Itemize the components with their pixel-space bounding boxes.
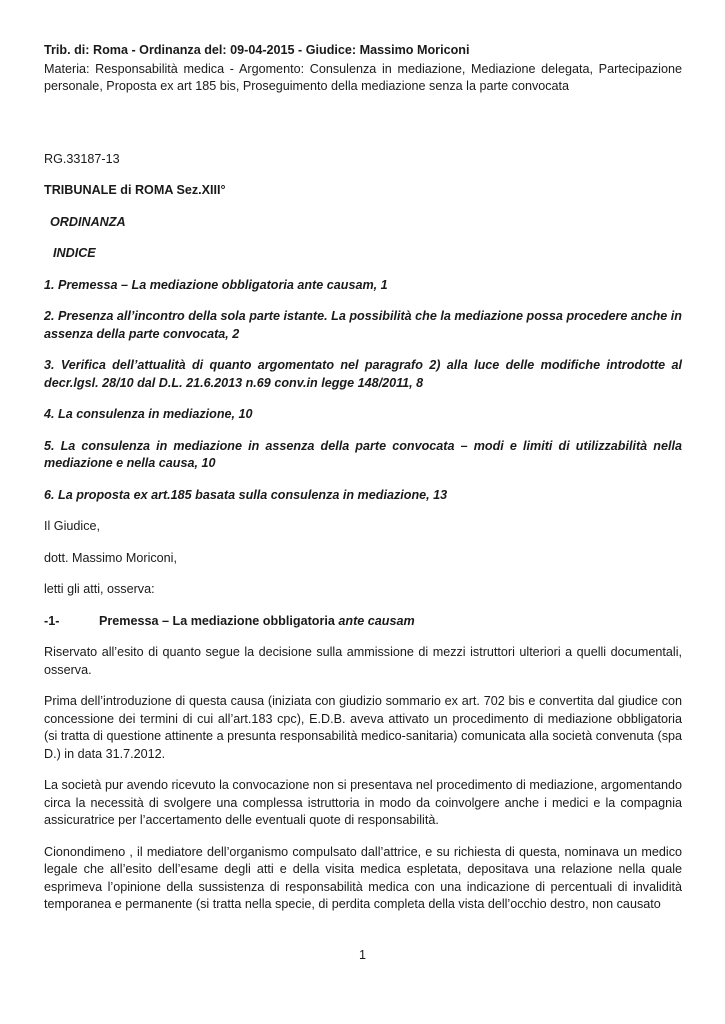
- intro-observes: letti gli atti, osserva:: [44, 582, 155, 596]
- index-item: 1. Premessa – La mediazione obbligatoria ante causam, 1: [44, 277, 388, 292]
- case-number: RG.33187-13: [44, 151, 120, 166]
- section-title-main: Premessa – La mediazione obbligatoria: [99, 613, 339, 628]
- document-page: [44, 42, 682, 914]
- document-type: ORDINANZA: [50, 214, 126, 229]
- body-paragraph: Riservato all’esito di quanto segue la decisione sulla ammissione di mezzi istruttori ulteriori a quelli documentali, osserva.: [44, 645, 682, 677]
- intro-judge: Il Giudice,: [44, 519, 100, 533]
- document-header-subject: Materia: Responsabilità medica - Argomento: Consulenza in mediazione, Mediazione delegata, Partecipazione personale, Proposta ex art 185 bis, Proseguimento della mediazione senza la parte convocata: [44, 61, 682, 93]
- body-paragraph: La società pur avendo ricevuto la convocazione non si presentava nel procedimento di mediazione, argomentando circa la necessità di svolgere una complessa istruttoria in modo da coinvolgere anche i medici e la compagnia assicuratrice per l’accertamento delle eventuali quote di responsabilità.: [44, 778, 682, 827]
- body-paragraph: Prima dell’introduzione di questa causa (iniziata con giudizio sommario ex art. 702 bis e convertita dal giudice con concessione dei termini di cui all’art.183 cpc), E.D.B. aveva attivato un procedimento di mediazione obbligatoria (si tratta di questione attinente a presunta responsabilità medico-sanitaria) comunicata alla società convenuta (spa D.) in data 31.7.2012.: [44, 694, 682, 761]
- index-item: 4. La consulenza in mediazione, 10: [44, 407, 253, 421]
- index-item: 6. La proposta ex art.185 basata sulla consulenza in mediazione, 13: [44, 487, 448, 502]
- index-item: 5. La consulenza in mediazione in assenza della parte convocata – modi e limiti di utilizzabilità nella mediazione e nella causa, 10: [44, 438, 682, 470]
- index-title: INDICE: [53, 246, 96, 260]
- intro-judge-name: dott. Massimo Moriconi,: [44, 550, 177, 565]
- index-item: 3. Verifica dell’attualità di quanto argomentato nel paragrafo 2) alla luce delle modifiche introdotte al decr.lgsl. 28/10 dal D.L. 21.6.2013 n.69 conv.in legge 148/2011, 8: [44, 358, 682, 390]
- court-name: TRIBUNALE di ROMA Sez.XIII°: [44, 183, 226, 197]
- page-number: 1: [358, 948, 366, 962]
- section-title: [99, 613, 415, 631]
- section-1-heading: [44, 613, 682, 631]
- section-title-italic: ante causam: [338, 613, 415, 628]
- document-header-title: Trib. di: Roma - Ordinanza del: 09-04-2015 - Giudice: Massimo Moriconi: [44, 43, 470, 57]
- body-paragraph: Cionondimeno , il mediatore dell’organismo compulsato dall’attrice, e su richiesta di questa, nominava un medico legale che all’esito dell’esame degli atti e della visita medica espletata, depositava una relazione nella quale esprimeva l’opinione della sussistenza di responsabilità medica con una indicazione di percentuali di invalidità temporanea e permanente (si tratta nella specie, di perdita completa della vista dell’occhio destro, non causato: [44, 844, 682, 911]
- index-item: 2. Presenza all’incontro della sola parte istante. La possibilità che la mediazione possa procedere anche in assenza della parte convocata, 2: [44, 309, 682, 341]
- section-number: -1-: [44, 613, 60, 628]
